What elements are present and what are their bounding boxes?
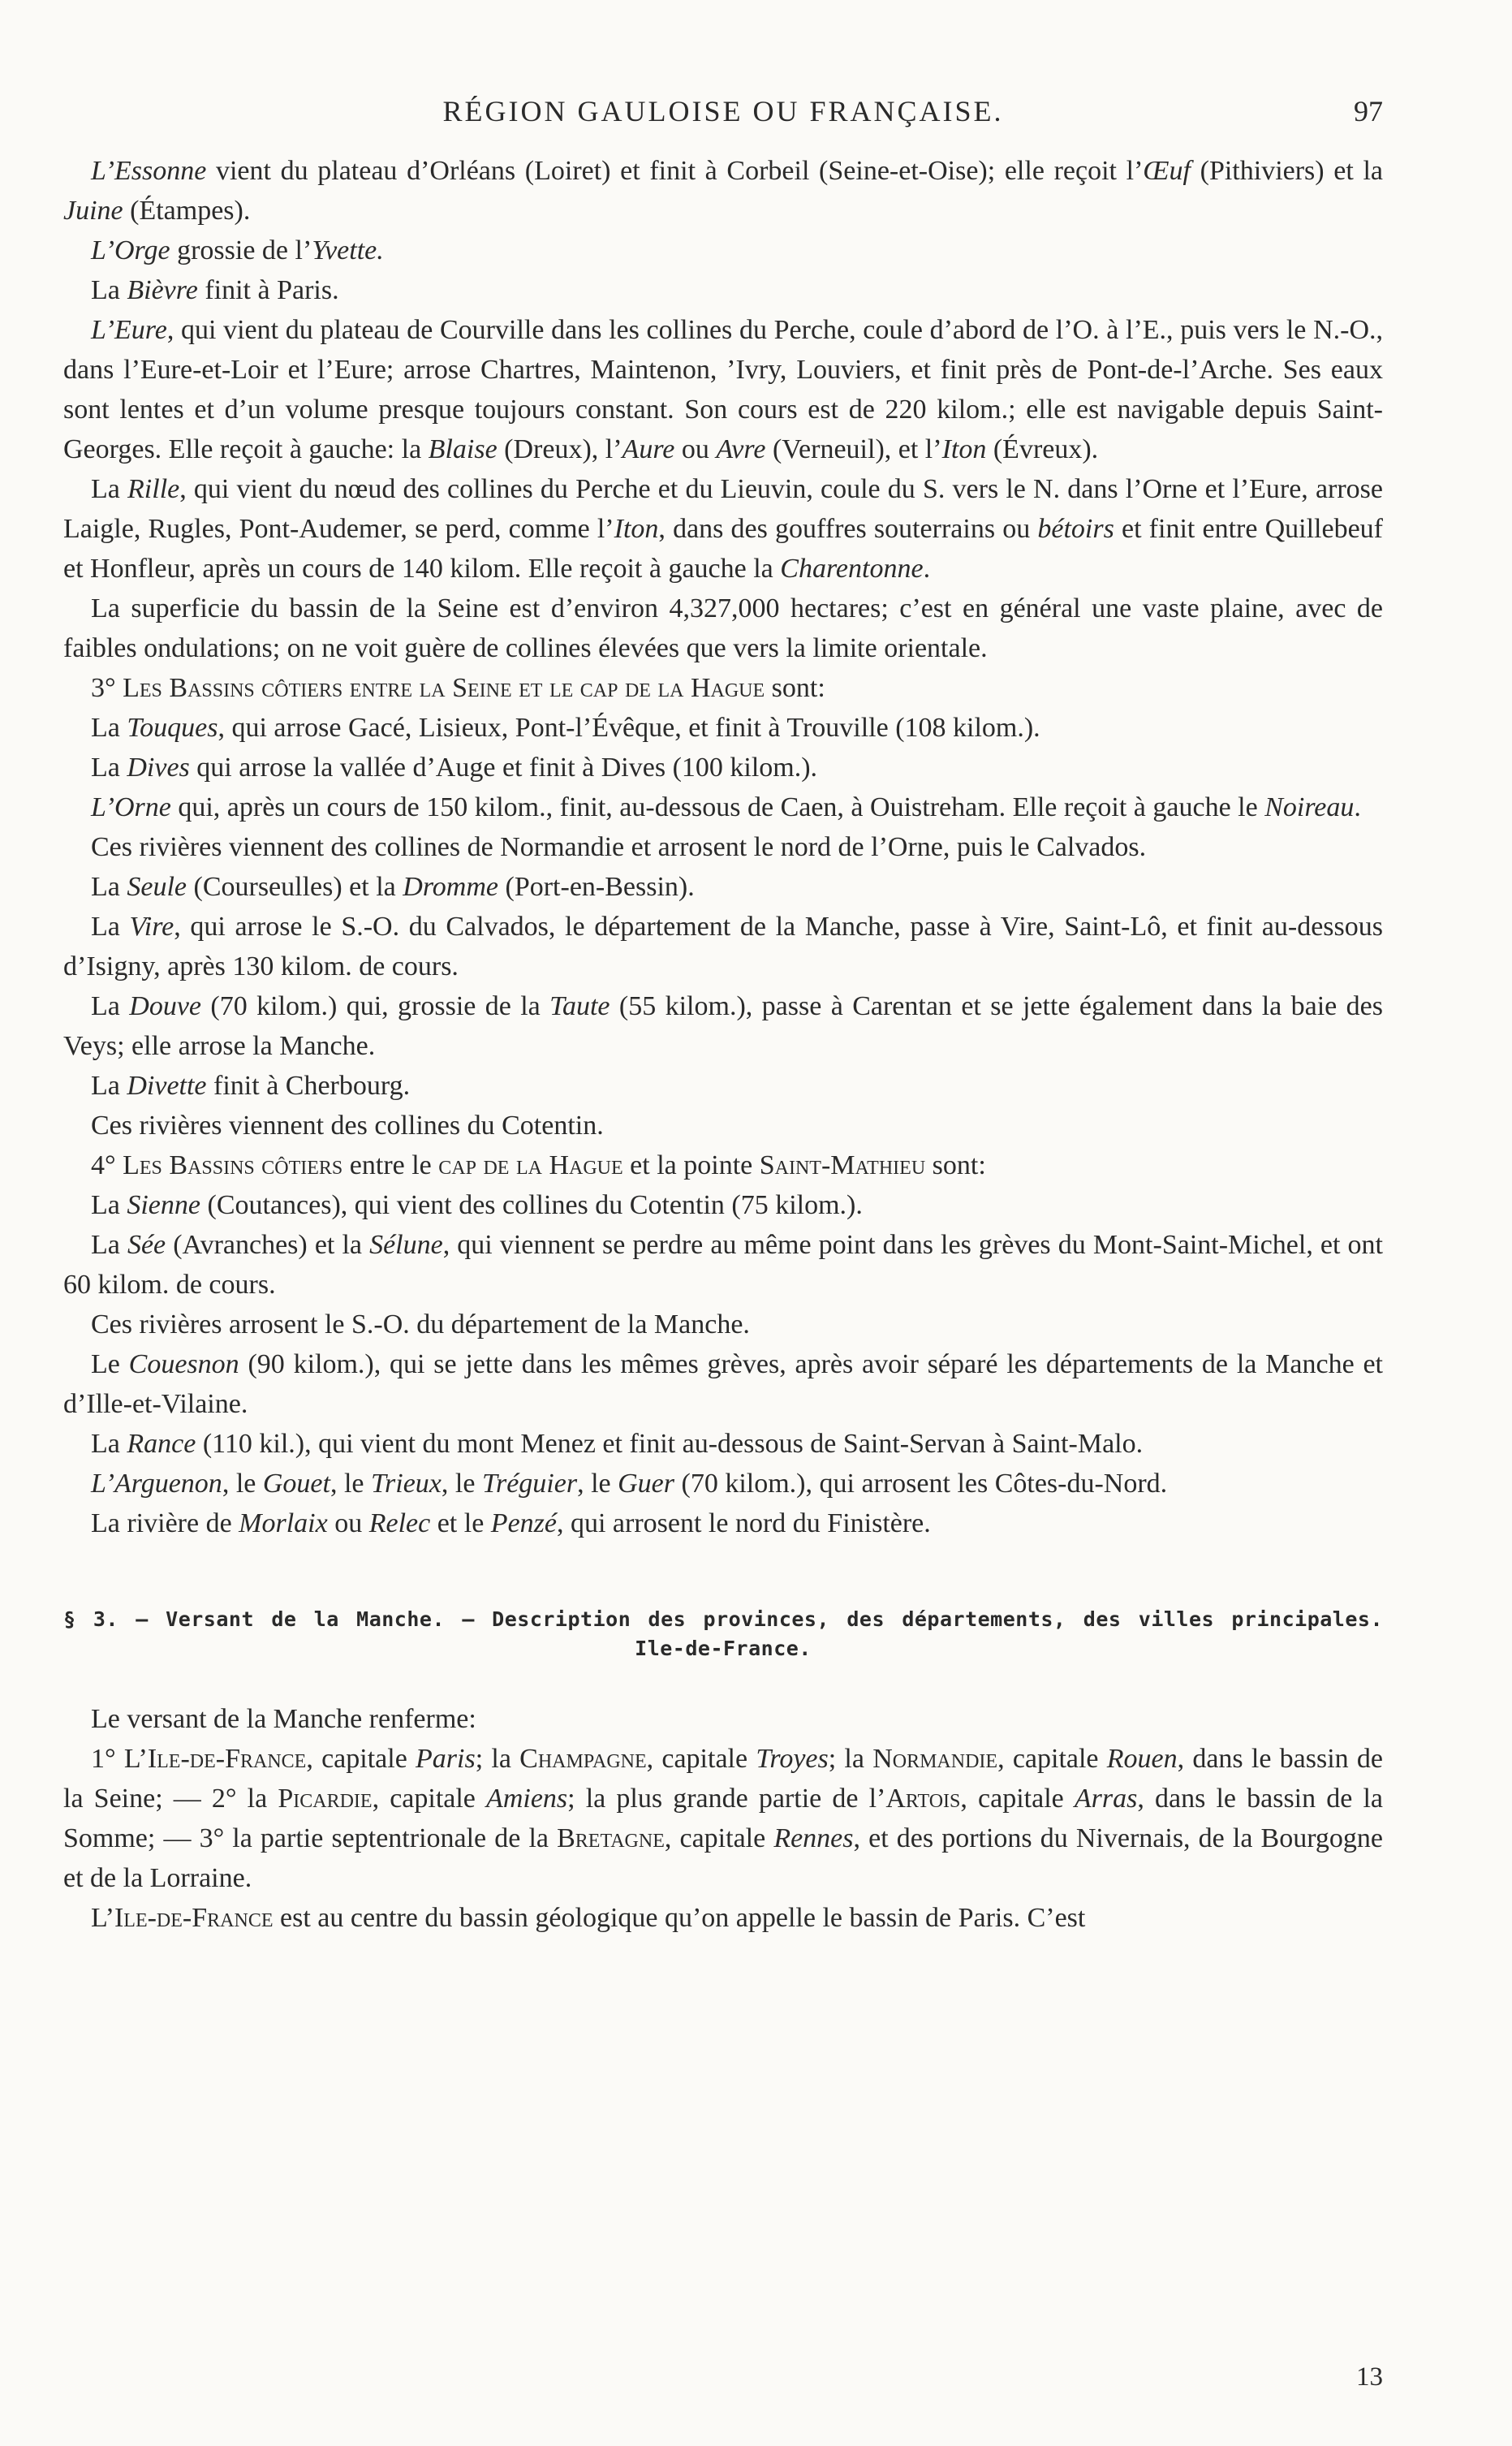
paragraph: La Rille, qui vient du nœud des collines du Perche et du Lieuvin, coule du S. vers le N. dans l’Orne et l’Eure, arrose Laigle, Rugles, Pont-Audemer, se perd, comme l’Iton, dans des gouffres souterrains ou bétoirs et finit entre Quillebeuf et Honfleur, après un cours de 140 kilom. Elle reçoit à gauche la Charentonne. bbox=[63, 474, 1384, 584]
body-text bbox=[63, 151, 1383, 1938]
paragraph: Ces rivières viennent des collines de Normandie et arrosent le nord de l’Orne, puis le Calvados. bbox=[91, 832, 1147, 862]
running-head bbox=[63, 88, 1383, 128]
paragraph: La Divette finit à Cherbourg. bbox=[91, 1071, 411, 1101]
paragraph: Ces rivières arrosent le S.-O. du département de la Manche. bbox=[91, 1309, 750, 1339]
paragraph: 1° L’Ile-de-France, capitale Paris; la Champagne, capitale Troyes; la Normandie, capitale Rouen, dans le bassin de la Seine; — 2° la Picardie, capitale Amiens; la plus grande partie de l’Artois, capitale Arras, dans le bassin de la Somme; — 3° la partie septentrionale de la Bretagne, capitale Rennes, et des portions du Nivernais, de la Bourgogne et de la Lorraine. bbox=[63, 1744, 1384, 1893]
paragraph: Le versant de la Manche renferme: bbox=[91, 1704, 476, 1734]
paragraph: Le Couesnon (90 kilom.), qui se jette dans les mêmes grèves, après avoir séparé les départements de la Manche et d’Ille-et-Vilaine. bbox=[63, 1349, 1383, 1419]
running-title: RÉGION GAULOISE OU FRANÇAISE. bbox=[442, 95, 1004, 127]
page bbox=[63, 0, 1383, 2446]
paragraph: Ces rivières viennent des collines du Cotentin. bbox=[91, 1111, 604, 1141]
paragraph: L’Orne qui, après un cours de 150 kilom., finit, au-dessous de Caen, à Ouistreham. Elle reçoit à gauche le Noireau. bbox=[91, 792, 1361, 822]
paragraph: La Rance (110 kil.), qui vient du mont Menez et finit au-dessous de Saint-Servan à Saint-Malo. bbox=[91, 1429, 1144, 1459]
section-heading-line-2: Ile-de-France. bbox=[635, 1637, 812, 1660]
section-heading-line-1: § 3. — Versant de la Manche. — Description des provinces, des départements, des villes principales. bbox=[63, 1607, 1383, 1631]
paragraph: La Vire, qui arrose le S.-O. du Calvados, le département de la Manche, passe à Vire, Saint-Lô, et finit au-dessous d’Isigny, après 130 kilom. de cours. bbox=[63, 912, 1384, 981]
paragraph: L’Arguenon, le Gouet, le Trieux, le Tréguier, le Guer (70 kilom.), qui arrosent les Côtes-du-Nord. bbox=[91, 1469, 1168, 1499]
paragraph: 4° Les Bassins côtiers entre le cap de la Hague et la pointe Saint-Mathieu sont: bbox=[91, 1150, 986, 1180]
paragraph: La Sée (Avranches) et la Sélune, qui viennent se perdre au même point dans les grèves du Mont-Saint-Michel, et ont 60 kilom. de cours. bbox=[63, 1230, 1384, 1300]
paragraph: La Douve (70 kilom.) qui, grossie de la Taute (55 kilom.), passe à Carentan et se jette également dans la baie des Veys; elle arrose la Manche. bbox=[63, 991, 1383, 1061]
paragraph: La rivière de Morlaix ou Relec et le Penzé, qui arrosent le nord du Finistère. bbox=[91, 1508, 931, 1538]
page-number: 97 bbox=[1354, 95, 1383, 127]
paragraph: La Dives qui arrose la vallée d’Auge et finit à Dives (100 kilom.). bbox=[91, 753, 818, 783]
paragraph: La Seule (Courseulles) et la Dromme (Port-en-Bessin). bbox=[91, 872, 695, 902]
paragraph: La Touques, qui arrose Gacé, Lisieux, Pont-l’Évêque, et finit à Trouville (108 kilom.). bbox=[91, 713, 1040, 743]
paragraph: La Sienne (Coutances), qui vient des collines du Cotentin (75 kilom.). bbox=[91, 1190, 863, 1220]
paragraph: L’Ile-de-France est au centre du bassin géologique qu’on appelle le bassin de Paris. C’est bbox=[91, 1903, 1086, 1933]
paragraph: L’Orge grossie de l’Yvette. bbox=[91, 235, 384, 265]
paragraph-group-rivers bbox=[63, 151, 1383, 1543]
paragraph: La superficie du bassin de la Seine est d’environ 4,327,000 hectares; c’est en général une vaste plaine, avec de faibles ondulations; on ne voit guère de collines élevées que vers la limite orientale. bbox=[63, 593, 1383, 663]
paragraph: 3° Les Bassins côtiers entre la Seine et le cap de la Hague sont: bbox=[91, 673, 825, 703]
paragraph-group-versant bbox=[63, 1699, 1383, 1938]
paragraph: L’Eure, qui vient du plateau de Courville dans les collines du Perche, coule d’abord de l’O. à l’E., puis vers le N.-O., dans l’Eure-et-Loir et l’Eure; arrose Chartres, Maintenon, ’Ivry, Louviers, et finit près de Pont-de-l’Arche. Ses eaux sont lentes et d’un volume presque toujours constant. Son cours est de 220 kilom.; elle est navigable depuis Saint-Georges. Elle reçoit à gauche: la Blaise (Dreux), l’Aure ou Avre (Verneuil), et l’Iton (Évreux). bbox=[63, 315, 1383, 464]
section-heading bbox=[63, 1605, 1383, 1663]
paragraph: L’Essonne vient du plateau d’Orléans (Loiret) et finit à Corbeil (Seine-et-Oise); elle reçoit l’Œuf (Pithiviers) et la Juine (Étampes). bbox=[63, 156, 1383, 226]
signature-mark: 13 bbox=[1356, 2362, 1383, 2392]
paragraph: La Bièvre finit à Paris. bbox=[91, 275, 339, 305]
